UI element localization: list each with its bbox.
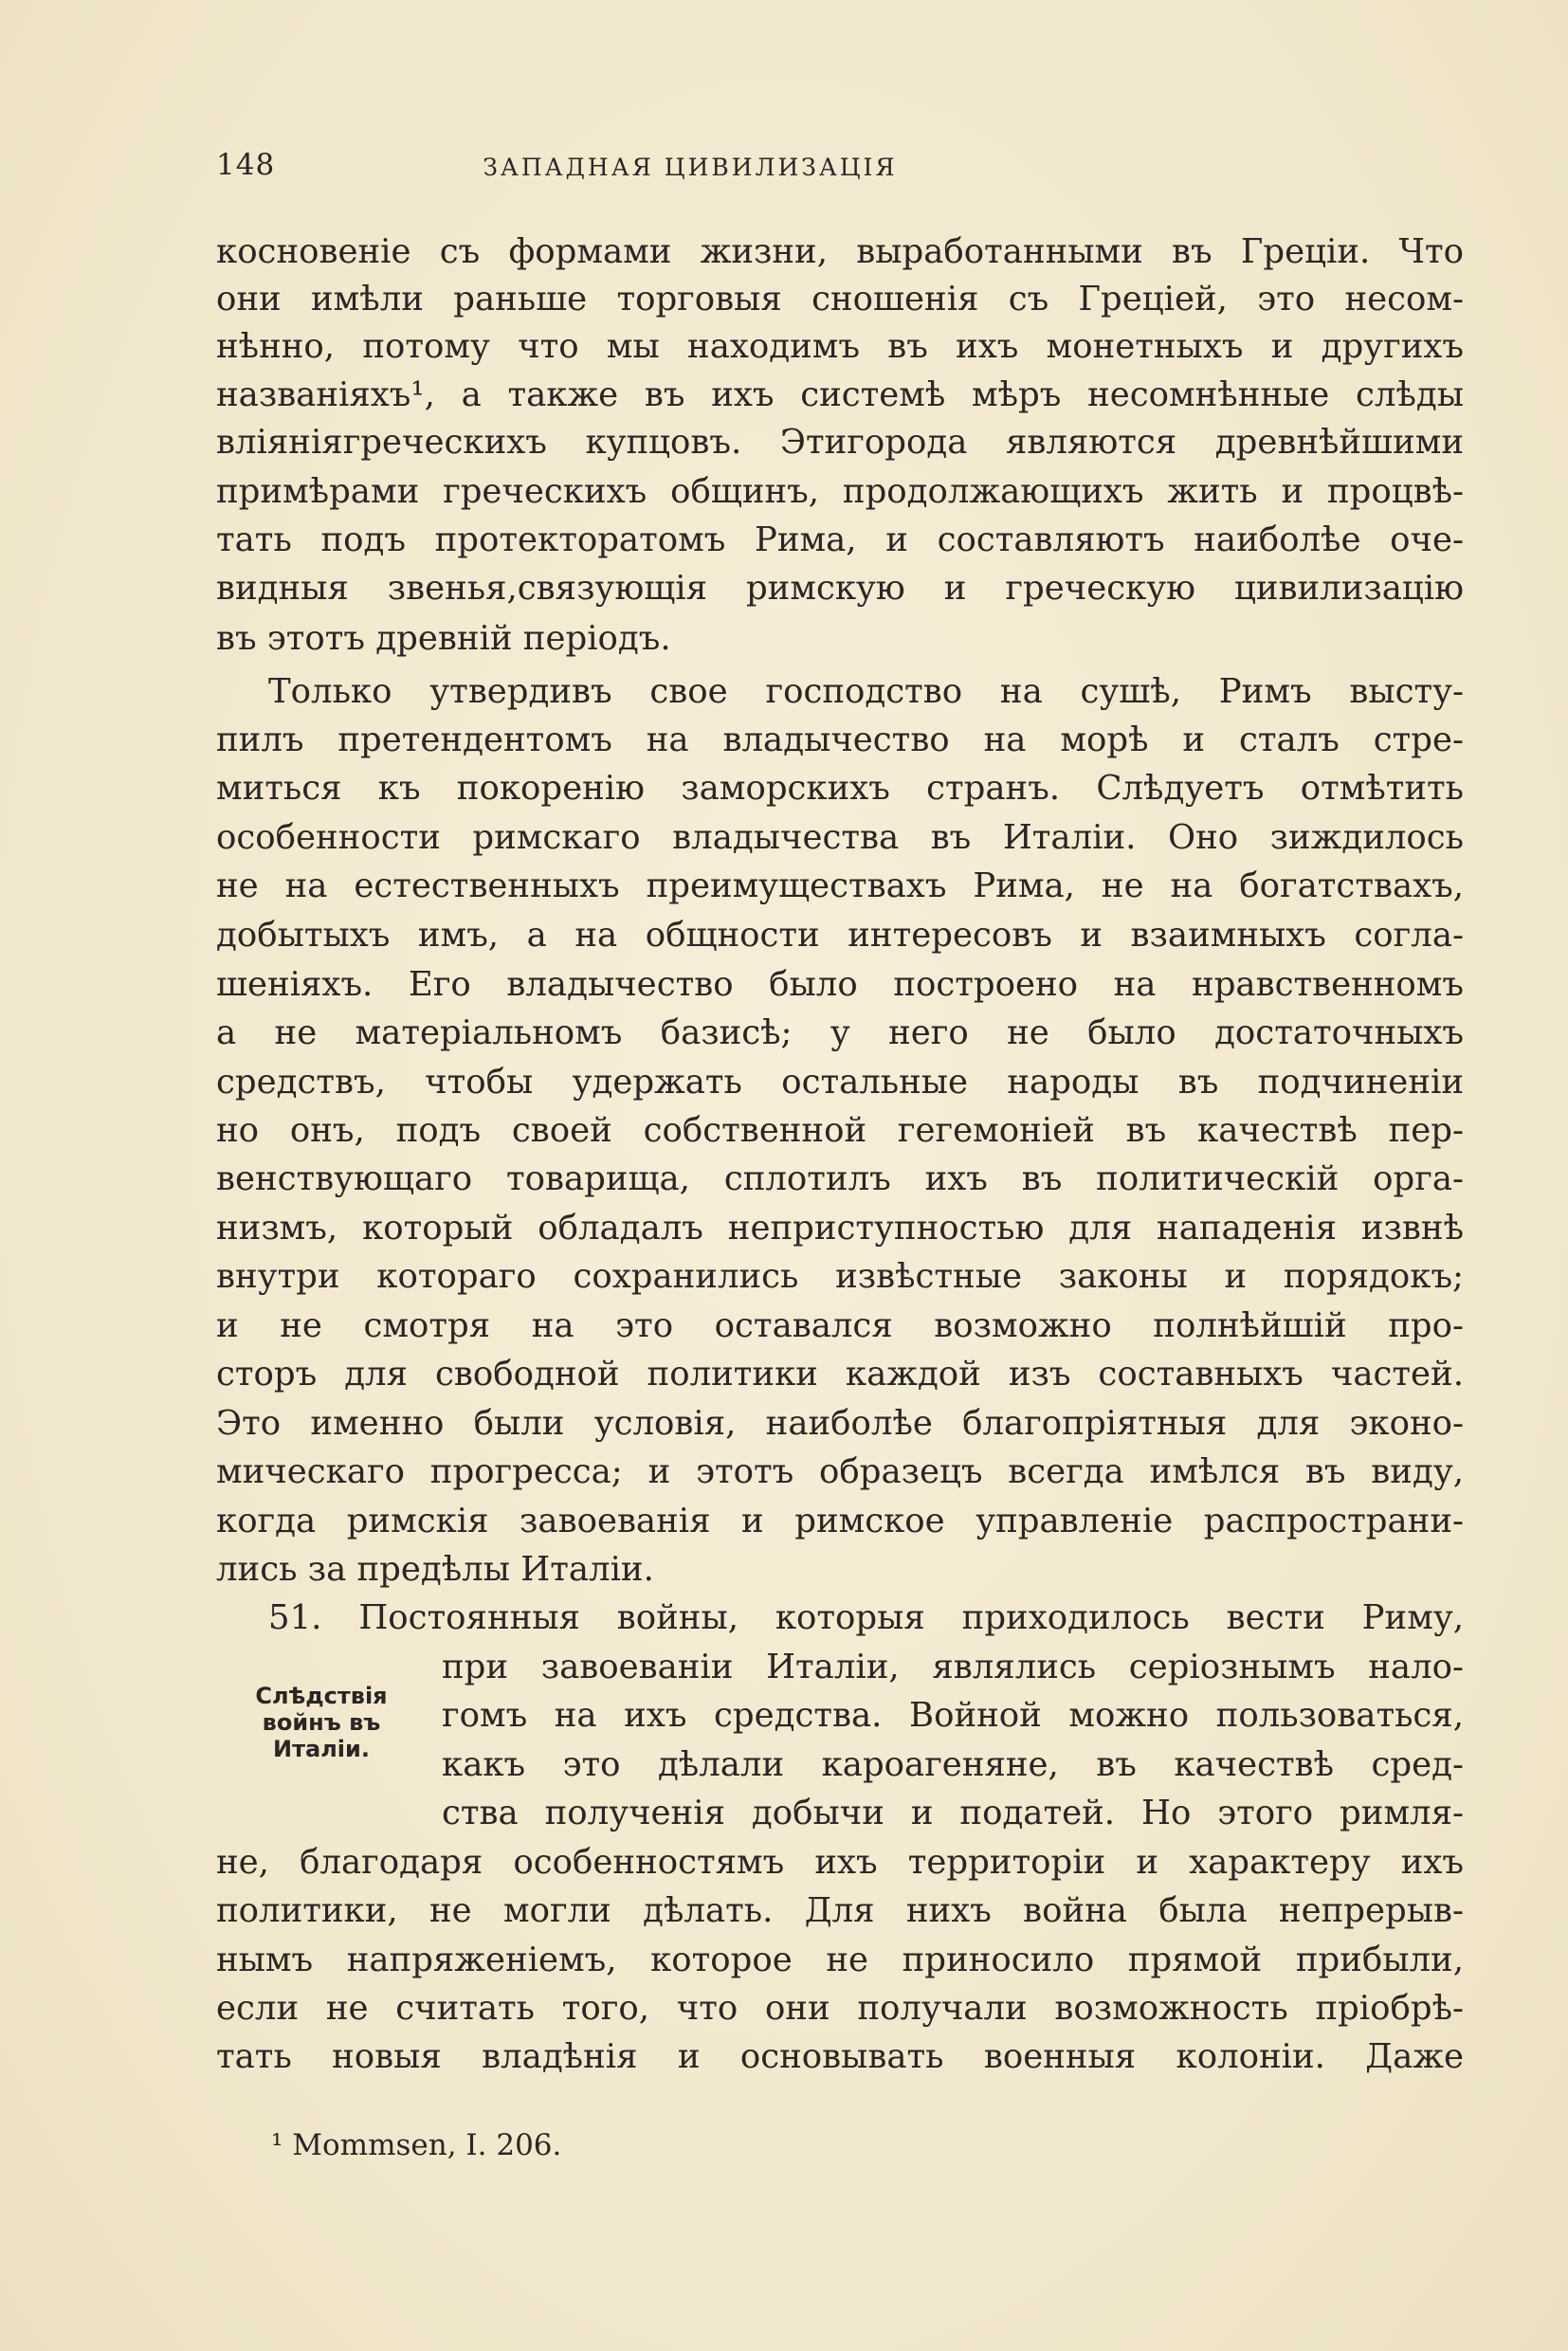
- marginal-note-line: Слѣдствія: [255, 1683, 388, 1709]
- text-line: венствующаго товарища, сплотилъ ихъ въ политическій орга-: [216, 1159, 1464, 1198]
- text-line: миться къ покоренію заморскихъ странъ. Слѣдуетъ отмѣтить: [216, 769, 1464, 808]
- text-line: особенности римскаго владычества въ Италіи. Оно зиждилось: [216, 818, 1464, 857]
- text-line: средствъ, чтобы удержать остальные народы въ подчиненіи: [216, 1063, 1464, 1102]
- text-line: шеніяхъ. Его владычество было построено на нравственномъ: [216, 965, 1464, 1004]
- text-line: примѣрами греческихъ общинъ, продолжающихъ жить и процвѣ-: [216, 472, 1464, 511]
- text-line: гомъ на ихъ средства. Войной можно пользоваться,: [442, 1696, 1464, 1735]
- text-line: 51. Постоянныя войны, которыя приходилось вести Риму,: [268, 1598, 1464, 1637]
- text-line: сторъ для свободной политики каждой изъ составныхъ частей.: [216, 1355, 1464, 1394]
- running-title: ЗАПАДНАЯ ЦИВИЛИЗАЦІЯ: [483, 154, 898, 181]
- text-line: когда римскія завоеванія и римское управленіе распространи-: [216, 1502, 1464, 1540]
- text-line: а не матеріальномъ базисѣ; у него не было достаточныхъ: [216, 1013, 1464, 1052]
- text-line: лись за предѣлы Италіи.: [216, 1550, 654, 1589]
- text-line: низмъ, который обладалъ неприступностью для нападенія извнѣ: [216, 1209, 1464, 1248]
- text-line: Это именно были условія, наиболѣе благопріятныя для эконо-: [216, 1404, 1464, 1443]
- text-line: пилъ претендентомъ на владычество на морѣ и сталъ стре-: [216, 720, 1464, 759]
- text-line: не на естественныхъ преимуществахъ Рима, не на богатствахъ,: [216, 866, 1464, 905]
- page-header: [216, 148, 1464, 195]
- text-line: но онъ, подъ своей собственной гегемоніей въ качествѣ пер-: [216, 1111, 1464, 1150]
- text-line: мическаго прогресса; и этотъ образецъ всегда имѣлся въ виду,: [216, 1452, 1464, 1491]
- text-line: вліяніягреческихъ купцовъ. Этигорода являются древнѣйшими: [216, 423, 1464, 462]
- text-line: видныя звенья,связующія римскую и греческую цивилизацію: [216, 569, 1464, 608]
- text-line: Только утвердивъ свое господство на сушѣ, Римъ высту-: [268, 672, 1464, 711]
- text-line: нѣнно, потому что мы находимъ въ ихъ монетныхъ и другихъ: [216, 327, 1464, 366]
- text-line: при завоеваніи Италіи, являлись серіознымъ нало-: [442, 1648, 1464, 1686]
- text-line: если не считать того, что они получали возможность пріобрѣ-: [216, 1989, 1464, 2028]
- text-line: нымъ напряженіемъ, которое не приносило прямой прибыли,: [216, 1941, 1464, 1979]
- text-line: добытыхъ имъ, а на общности интересовъ и взаимныхъ согла-: [216, 916, 1464, 955]
- marginal-note-line: Италіи.: [273, 1736, 370, 1762]
- text-line: ства полученія добычи и податей. Но этого римля-: [442, 1794, 1464, 1832]
- footnote: ¹ Mommsen, I. 206.: [271, 2128, 562, 2162]
- text-line: внутри котораго сохранились извѣстные законы и порядокъ;: [216, 1257, 1464, 1296]
- text-line: названіяхъ¹, а также въ ихъ системѣ мѣръ несомнѣнные слѣды: [216, 375, 1464, 414]
- text-line: тать подъ протекторатомъ Рима, и составляютъ наиболѣе оче-: [216, 520, 1464, 559]
- text-line: не, благодаря особенностямъ ихъ территоріи и характеру ихъ: [216, 1843, 1464, 1882]
- text-line: политики, не могли дѣлать. Для нихъ война была непрерыв-: [216, 1891, 1464, 1930]
- text-line: косновеніе съ формами жизни, выработанными въ Греціи. Что: [216, 232, 1464, 271]
- page-number: 148: [216, 148, 276, 182]
- marginal-note: [237, 1683, 406, 1762]
- marginal-note-line: войнъ въ: [262, 1709, 381, 1736]
- text-line: и не смотря на это оставался возможно полнѣйшій про-: [216, 1306, 1464, 1345]
- text-line: въ этотъ древній періодъ.: [216, 619, 671, 658]
- text-line: какъ это дѣлали кароагеняне, въ качествѣ сред-: [442, 1745, 1464, 1784]
- text-line: тать новыя владѣнія и основывать военныя колоніи. Даже: [216, 2037, 1464, 2076]
- text-line: они имѣли раньше торговыя сношенія съ Греціей, это несом-: [216, 280, 1464, 319]
